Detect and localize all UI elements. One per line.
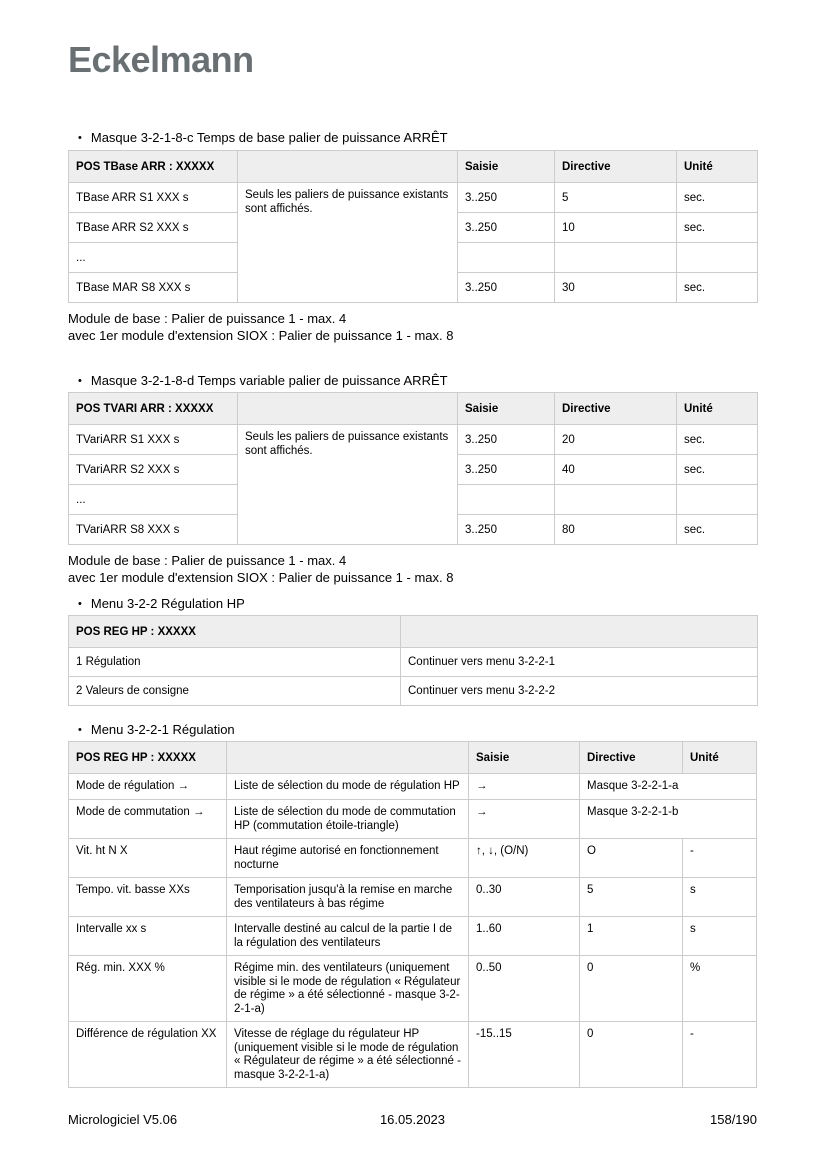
cell-menu-item: 1 Régulation <box>69 648 401 677</box>
column-header-desc <box>238 393 458 425</box>
section-heading-menu-3221 <box>68 722 757 738</box>
column-header-pos: POS REG HP : XXXXX <box>69 742 227 774</box>
eckelmann-logo: Eckelmann <box>68 39 254 80</box>
table-row <box>69 800 757 839</box>
cell-saisie <box>458 243 555 273</box>
column-header-saisie: Saisie <box>469 742 580 774</box>
cell-directive <box>555 243 677 273</box>
cell-directive: 10 <box>555 213 677 243</box>
cell-saisie: 0..50 <box>469 956 580 1022</box>
cell-directive: O <box>580 839 683 878</box>
table-row <box>69 917 757 956</box>
cell-unite <box>677 243 758 273</box>
cell-saisie: 3..250 <box>458 183 555 213</box>
cell-pos: TVariARR S1 XXX s <box>69 425 238 455</box>
cell-pos: TBase ARR S1 XXX s <box>69 183 238 213</box>
cell-menu-item: 2 Valeurs de consigne <box>69 677 401 706</box>
cell-description: Haut régime autorisé en fonctionnement nocturne <box>227 839 469 878</box>
section-heading-label: Masque 3-2-1-8-d Temps variable palier de puissance ARRÊT <box>90 373 448 388</box>
cell-description: Intervalle destiné au calcul de la partie I de la régulation des ventilateurs <box>227 917 469 956</box>
table-masque-d <box>68 392 758 545</box>
cell-saisie: ↑, ↓, (O/N) <box>469 839 580 878</box>
cell-unite: sec. <box>677 515 758 545</box>
cell-directive: 30 <box>555 273 677 303</box>
cell-directive: 40 <box>555 455 677 485</box>
table-header-row <box>69 151 758 183</box>
cell-description: Temporisation jusqu'à la remise en marche des ventilateurs à bas régime <box>227 878 469 917</box>
column-header-directive: Directive <box>555 151 677 183</box>
table-row <box>69 648 758 677</box>
cell-saisie: 3..250 <box>458 273 555 303</box>
cell-menu-action: Continuer vers menu 3-2-2-1 <box>401 648 758 677</box>
cell-unite: sec. <box>677 183 758 213</box>
section-heading-label: Menu 3-2-2 Régulation HP <box>90 596 245 611</box>
cell-pos: Intervalle xx s <box>69 917 227 956</box>
bullet-icon: • <box>78 598 82 610</box>
cell-directive <box>555 485 677 515</box>
footer-date: 16.05.2023 <box>379 1112 446 1127</box>
cell-description: Régime min. des ventilateurs (uniquement visible si le mode de régulation « Régulateur de régime » a été sélectionné - masque 3-2-2-1-a) <box>227 956 469 1022</box>
cell-pos: TVariARR S8 XXX s <box>69 515 238 545</box>
cell-description: Liste de sélection du mode de régulation HP <box>227 774 469 800</box>
cell-unite: sec. <box>677 425 758 455</box>
cell-directive: Masque 3-2-2-1-b <box>580 800 757 839</box>
module-note <box>68 553 757 586</box>
section-heading-menu-322 <box>68 596 757 612</box>
column-header-pos: POS REG HP : XXXXX <box>69 616 401 648</box>
cell-saisie: 3..250 <box>458 213 555 243</box>
cell-saisie: 0..30 <box>469 878 580 917</box>
column-header-unite: Unité <box>683 742 757 774</box>
bullet-icon: • <box>78 724 82 736</box>
cell-saisie: → <box>469 800 580 839</box>
cell-saisie <box>458 485 555 515</box>
table-row <box>69 839 757 878</box>
cell-pos: ... <box>69 243 238 273</box>
cell-directive: 5 <box>580 878 683 917</box>
table-menu-322 <box>68 615 758 706</box>
cell-description: Seuls les paliers de puissance existants sont affichés. <box>238 183 458 303</box>
cell-pos: ... <box>69 485 238 515</box>
table-row <box>69 677 758 706</box>
cell-pos: Mode de commutation → <box>69 800 227 839</box>
cell-pos: TBase ARR S2 XXX s <box>69 213 238 243</box>
cell-unite: sec. <box>677 213 758 243</box>
footer-page-number: 158/190 <box>710 1112 757 1127</box>
cell-pos: TVariARR S2 XXX s <box>69 455 238 485</box>
table-row <box>69 425 758 455</box>
bullet-icon: • <box>78 375 82 387</box>
cell-pos: Vit. ht N X <box>69 839 227 878</box>
cell-directive: 0 <box>580 956 683 1022</box>
cell-directive: 1 <box>580 917 683 956</box>
column-header-unite: Unité <box>677 151 758 183</box>
cell-unite: - <box>683 839 757 878</box>
table-header-row <box>69 742 757 774</box>
table-row <box>69 1022 757 1088</box>
cell-unite: sec. <box>677 455 758 485</box>
footer-version: Micrologiciel V5.06 <box>68 1112 178 1127</box>
section-heading-masque-d <box>68 373 757 389</box>
cell-description: Seuls les paliers de puissance existants sont affichés. <box>238 425 458 545</box>
column-header-action <box>401 616 758 648</box>
table-masque-c <box>68 150 758 303</box>
table-row <box>69 956 757 1022</box>
cell-saisie: 3..250 <box>458 455 555 485</box>
cell-description: Liste de sélection du mode de commutation HP (commutation étoile-triangle) <box>227 800 469 839</box>
cell-pos: Différence de régulation XX <box>69 1022 227 1088</box>
column-header-pos: POS TBase ARR : XXXXX <box>69 151 238 183</box>
module-note-line1: Module de base : Palier de puissance 1 - max. 4 <box>68 553 347 568</box>
column-header-desc <box>238 151 458 183</box>
cell-unite: s <box>683 878 757 917</box>
table-row <box>69 878 757 917</box>
module-note-line2: avec 1er module d'extension SIOX : Palier de puissance 1 - max. 8 <box>68 569 454 585</box>
table-row <box>69 774 757 800</box>
section-heading-label: Menu 3-2-2-1 Régulation <box>90 722 235 737</box>
cell-directive: 80 <box>555 515 677 545</box>
table-header-row <box>69 393 758 425</box>
cell-directive: 0 <box>580 1022 683 1088</box>
cell-saisie: 3..250 <box>458 425 555 455</box>
cell-pos: Mode de régulation → <box>69 774 227 800</box>
cell-description: Vitesse de réglage du régulateur HP (uniquement visible si le mode de régulation « Régulateur de régime » a été sélectionné - masque 3-2-2-1-a) <box>227 1022 469 1088</box>
column-header-pos: POS TVARI ARR : XXXXX <box>69 393 238 425</box>
bullet-icon: • <box>78 132 82 144</box>
module-note <box>68 311 757 344</box>
column-header-desc <box>227 742 469 774</box>
table-header-row <box>69 616 758 648</box>
cell-pos: TBase MAR S8 XXX s <box>69 273 238 303</box>
section-heading-masque-c <box>68 130 757 146</box>
cell-menu-action: Continuer vers menu 3-2-2-2 <box>401 677 758 706</box>
cell-unite: s <box>683 917 757 956</box>
column-header-unite: Unité <box>677 393 758 425</box>
column-header-saisie: Saisie <box>458 393 555 425</box>
cell-saisie: 1..60 <box>469 917 580 956</box>
cell-saisie: 3..250 <box>458 515 555 545</box>
cell-unite: % <box>683 956 757 1022</box>
column-header-directive: Directive <box>580 742 683 774</box>
column-header-saisie: Saisie <box>458 151 555 183</box>
column-header-directive: Directive <box>555 393 677 425</box>
table-menu-3221 <box>68 741 757 1088</box>
table-row <box>69 183 758 213</box>
cell-directive: 20 <box>555 425 677 455</box>
cell-unite <box>677 485 758 515</box>
page-footer <box>68 1112 757 1127</box>
cell-saisie: → <box>469 774 580 800</box>
cell-pos: Tempo. vit. basse XXs <box>69 878 227 917</box>
cell-directive: Masque 3-2-2-1-a <box>580 774 757 800</box>
cell-directive: 5 <box>555 183 677 213</box>
cell-unite: sec. <box>677 273 758 303</box>
cell-pos: Rég. min. XXX % <box>69 956 227 1022</box>
module-note-line1: Module de base : Palier de puissance 1 - max. 4 <box>68 311 347 326</box>
section-heading-label: Masque 3-2-1-8-c Temps de base palier de puissance ARRÊT <box>90 130 448 145</box>
module-note-line2: avec 1er module d'extension SIOX : Palier de puissance 1 - max. 8 <box>68 327 454 343</box>
cell-unite: - <box>683 1022 757 1088</box>
cell-saisie: -15..15 <box>469 1022 580 1088</box>
